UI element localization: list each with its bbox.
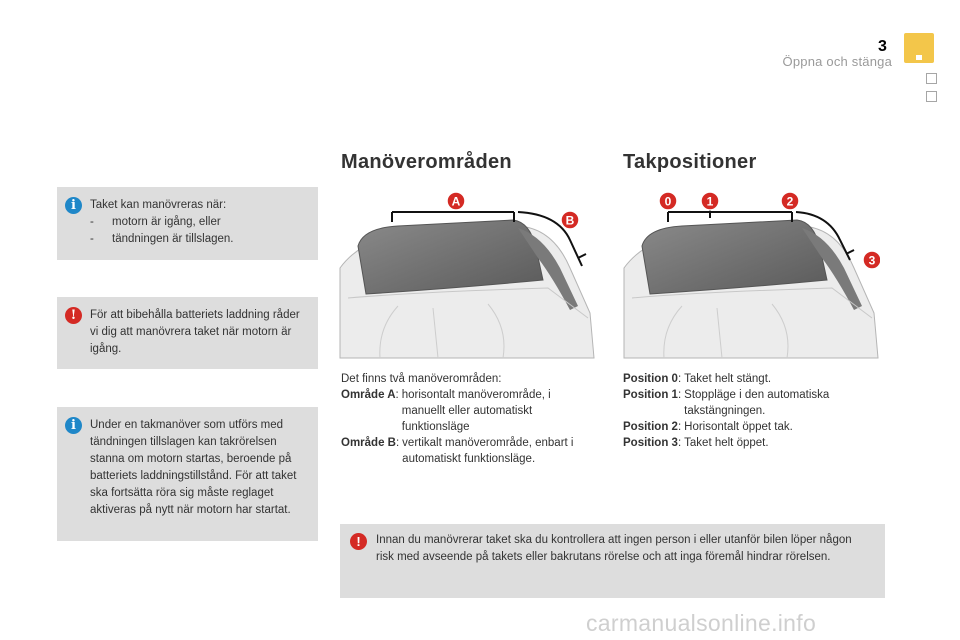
position-2-icon (781, 192, 799, 210)
roof-areas-illustration (338, 188, 596, 363)
note-text: För att bibehålla batteriets laddning råder vi dig att manövrera taket när motorn är igång. (90, 309, 300, 355)
svg-text:2: 2 (786, 194, 794, 209)
warning-icon: ! (350, 533, 367, 550)
roof-positions-description (623, 371, 878, 451)
chapter-tab (926, 73, 937, 84)
position-0-icon (659, 192, 677, 210)
position-3-icon (863, 251, 880, 269)
list-item: - tändningen är tillslagen. (90, 233, 234, 245)
svg-text:3: 3 (868, 253, 876, 268)
description-intro: Det finns två manöverområden: (341, 373, 502, 385)
info-note-conditions (57, 187, 318, 260)
svg-text:A: A (451, 194, 461, 209)
note-text: Innan du manövrerar taket ska du kontrollera att ingen person i eller utanför bilen löper någon risk med avseende på takets eller bakrutans rörelse och att inga föremål hindrar rörelsen. (376, 534, 852, 563)
watermark: carmanualsonline.info (586, 610, 817, 636)
info-note-engine-start (57, 407, 318, 541)
info-icon: i (65, 197, 82, 214)
info-icon: i (65, 417, 82, 434)
warning-note-safety (340, 524, 885, 598)
list-item: Position 2 : Horisontalt öppet tak. (623, 421, 793, 433)
section-title: Öppna och stänga (782, 54, 892, 69)
manoeuvre-areas-description (341, 371, 596, 467)
heading-roof-positions: Takpositioner (623, 151, 757, 173)
position-1-icon (701, 192, 719, 210)
svg-text:1: 1 (706, 194, 714, 209)
heading-manoeuvre-areas: Manöverområden (341, 151, 512, 173)
list-item: - motorn är igång, eller (90, 216, 221, 228)
note-intro: Taket kan manövreras när: (90, 199, 227, 211)
label-a-icon (447, 192, 465, 210)
svg-text:0: 0 (664, 194, 672, 209)
chapter-tab-active (904, 33, 934, 63)
page-number: 3 (878, 38, 887, 55)
list-item: Position 0 : Taket helt stängt. (623, 373, 772, 385)
roof-positions-illustration (622, 188, 880, 363)
list-item: Område B : vertikalt manöverområde, enbart i automatiskt funktionsläge. (341, 437, 574, 465)
note-text: Under en takmanöver som utförs med tändningen tillslagen kan takrörelsen stanna om motorn startas, beroende på batteriets laddningstillstånd. För att taket ska fortsätta röra sig måste reglaget aktiveras på nytt när motorn har startat. (90, 419, 297, 516)
list-item: Position 1 : Stoppläge i den automatiska takstängningen. (623, 389, 830, 417)
list-item: Position 3 : Taket helt öppet. (623, 437, 769, 449)
label-b-icon (561, 211, 579, 229)
warning-note-battery (57, 297, 318, 369)
chapter-tab (926, 91, 937, 102)
list-item: Område A : horisontalt manöverområde, i manuellt eller automatiskt funktionsläge (341, 389, 551, 433)
warning-icon: ! (65, 307, 82, 324)
svg-text:B: B (565, 213, 575, 228)
